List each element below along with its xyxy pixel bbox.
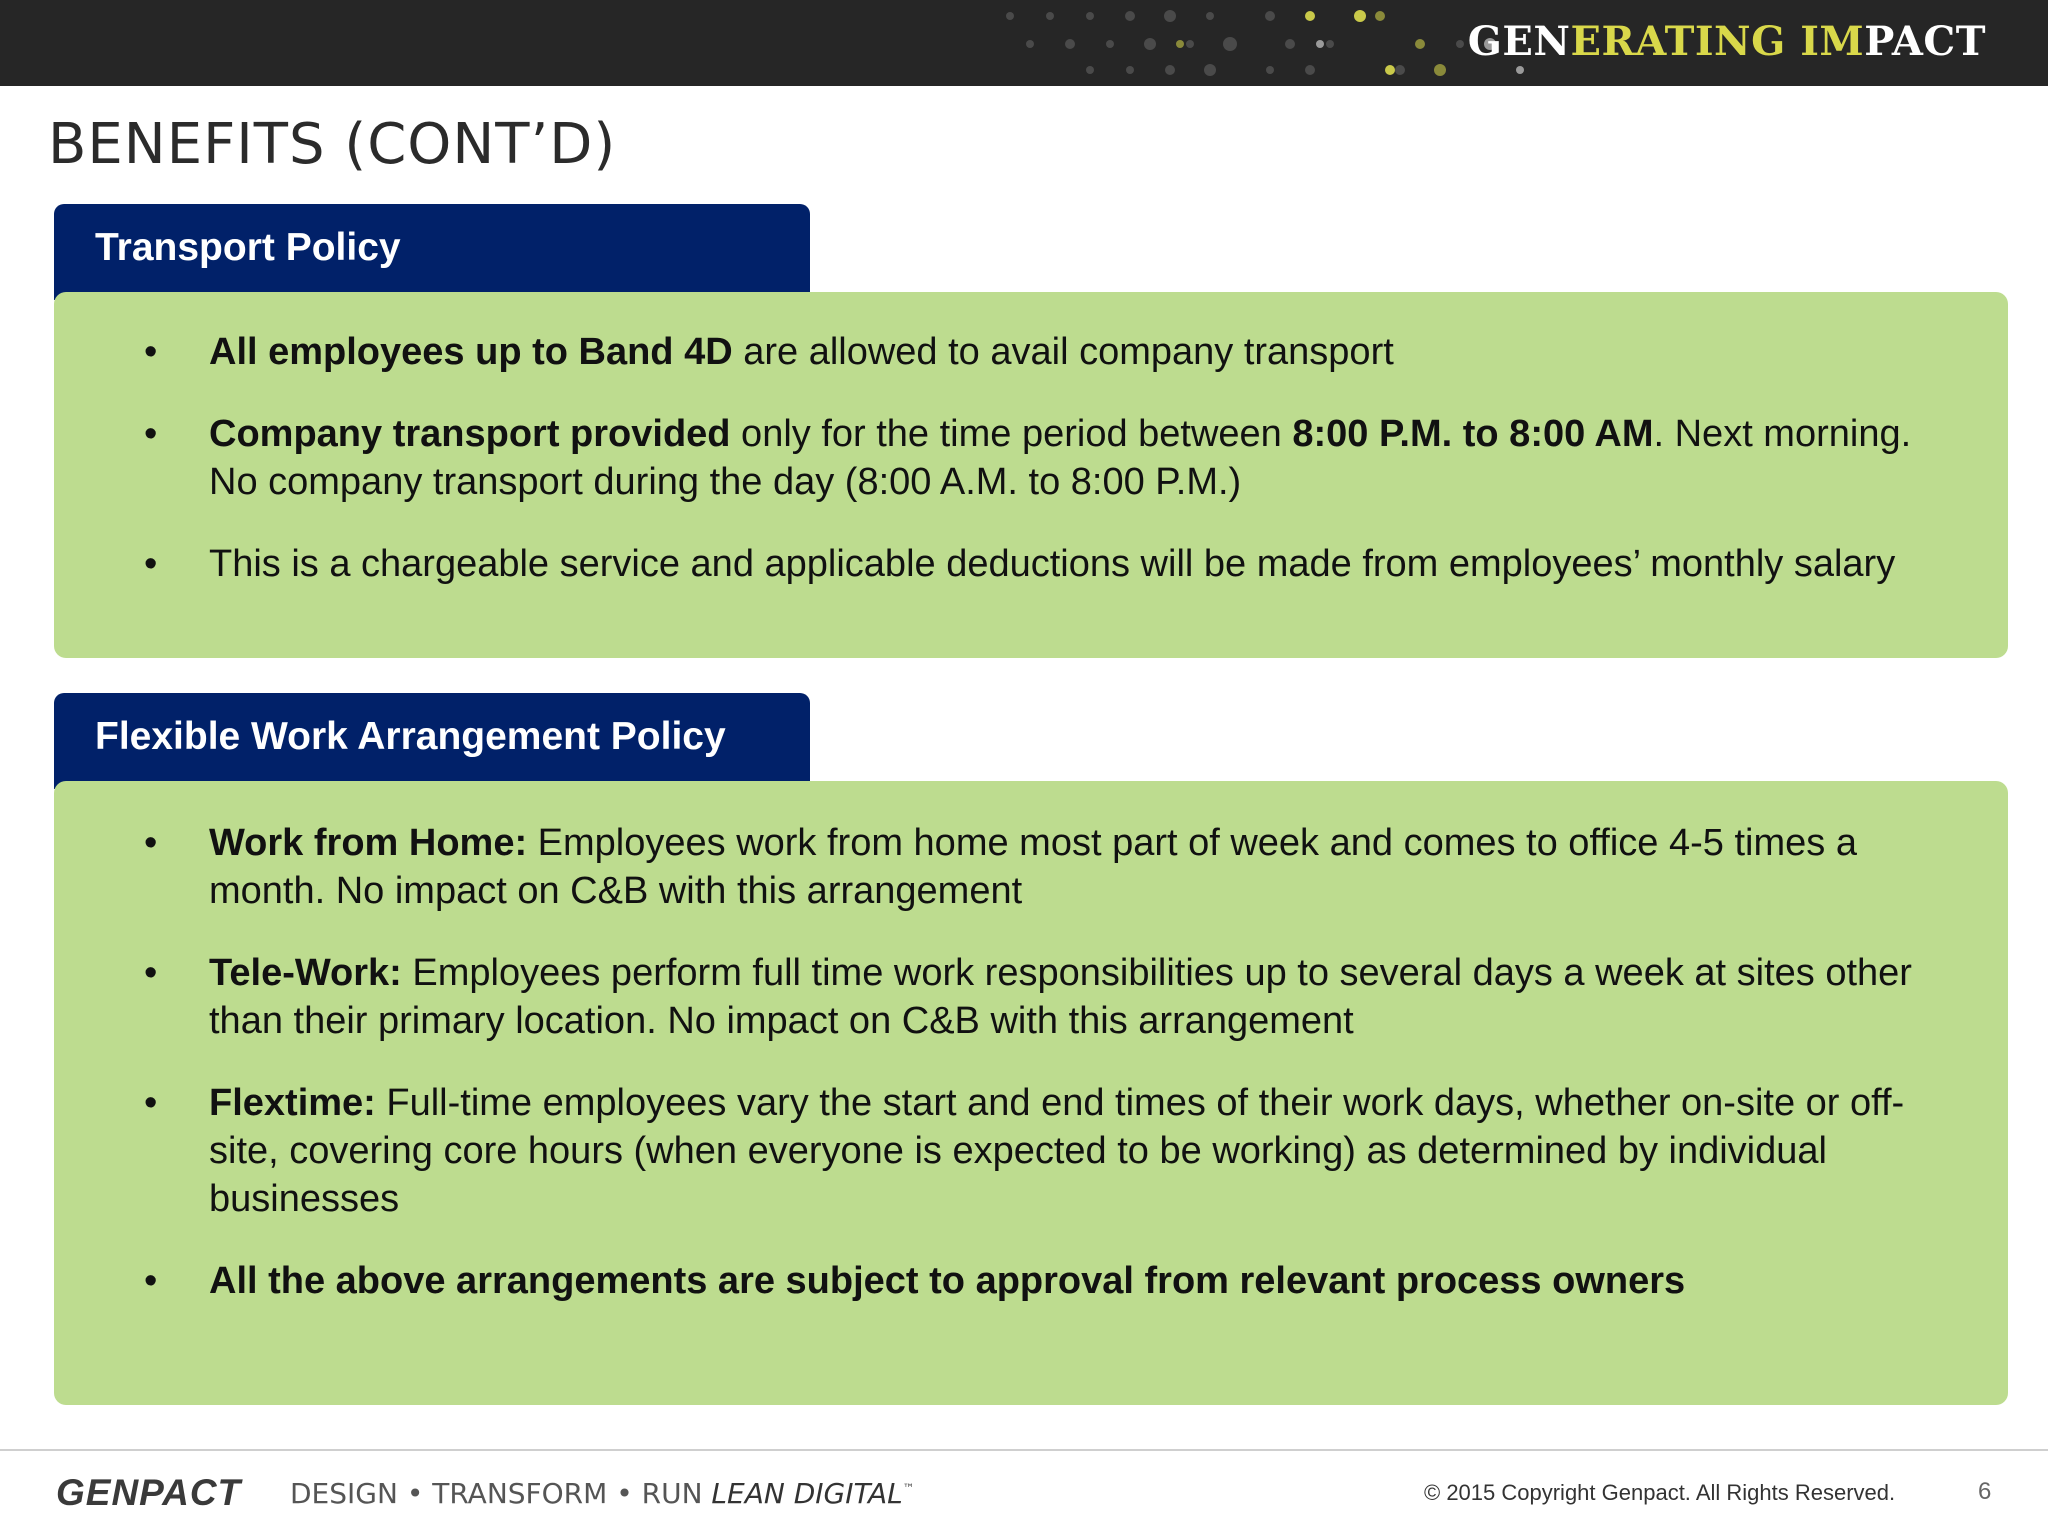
list-item: • Tele-Work: Employees perform full time work responsibilities up to several days a week at sites other than their primary location. No impact on C&B with this arrangement bbox=[104, 949, 1953, 1045]
page-number: 6 bbox=[1978, 1478, 1992, 1505]
transport-policy-heading: Transport Policy bbox=[95, 226, 401, 269]
flexible-work-policy-panel bbox=[54, 781, 2008, 1405]
list-item: • Company transport provided only for the time period between 8:00 P.M. to 8:00 AM. Next morning. No company transport during the day (8:00 A.M. to 8:00 P.M.) bbox=[104, 410, 1953, 506]
top-banner bbox=[0, 0, 2048, 86]
bullet: • bbox=[144, 1082, 158, 1124]
footer-divider bbox=[0, 1449, 2048, 1451]
transport-policy-panel bbox=[54, 292, 2008, 658]
genpact-logo: GENPACT bbox=[56, 1472, 242, 1513]
page-title: BENEFITS (CONT’D) bbox=[48, 112, 617, 177]
bullet: • bbox=[144, 543, 158, 585]
bullet: • bbox=[144, 331, 158, 373]
copyright-notice: © 2015 Copyright Genpact. All Rights Reserved. bbox=[1424, 1480, 1896, 1505]
list-item: • Work from Home: Employees work from home most part of week and comes to office 4-5 times a month. No impact on C&B with this arrangement bbox=[104, 819, 1953, 915]
list-item: • This is a chargeable service and applicable deductions will be made from employees’ monthly salary bbox=[104, 540, 1953, 588]
generating-impact-tagline: GENERATING IMPACT bbox=[1467, 18, 1986, 65]
flexible-work-policy-tab bbox=[54, 693, 810, 789]
list-item: • All the above arrangements are subject to approval from relevant process owners bbox=[104, 1257, 1953, 1305]
list-item: • All employees up to Band 4D are allowed to avail company transport bbox=[104, 328, 1953, 376]
decorative-dots-pattern bbox=[980, 0, 1540, 86]
bullet: • bbox=[144, 413, 158, 455]
footer-slogan: DESIGN • TRANSFORM • RUN LEAN DIGITAL™ bbox=[290, 1477, 915, 1510]
bullet: • bbox=[144, 1260, 158, 1302]
transport-policy-list bbox=[104, 328, 1953, 588]
bullet: • bbox=[144, 822, 158, 864]
bullet: • bbox=[144, 952, 158, 994]
list-item: • Flextime: Full-time employees vary the start and end times of their work days, whether on-site or off-site, covering core hours (when everyone is expected to be working) as determined by individual businesses bbox=[104, 1079, 1953, 1223]
flexible-work-policy-list bbox=[104, 819, 1953, 1305]
flexible-work-policy-heading: Flexible Work Arrangement Policy bbox=[95, 715, 726, 758]
transport-policy-tab bbox=[54, 204, 810, 300]
